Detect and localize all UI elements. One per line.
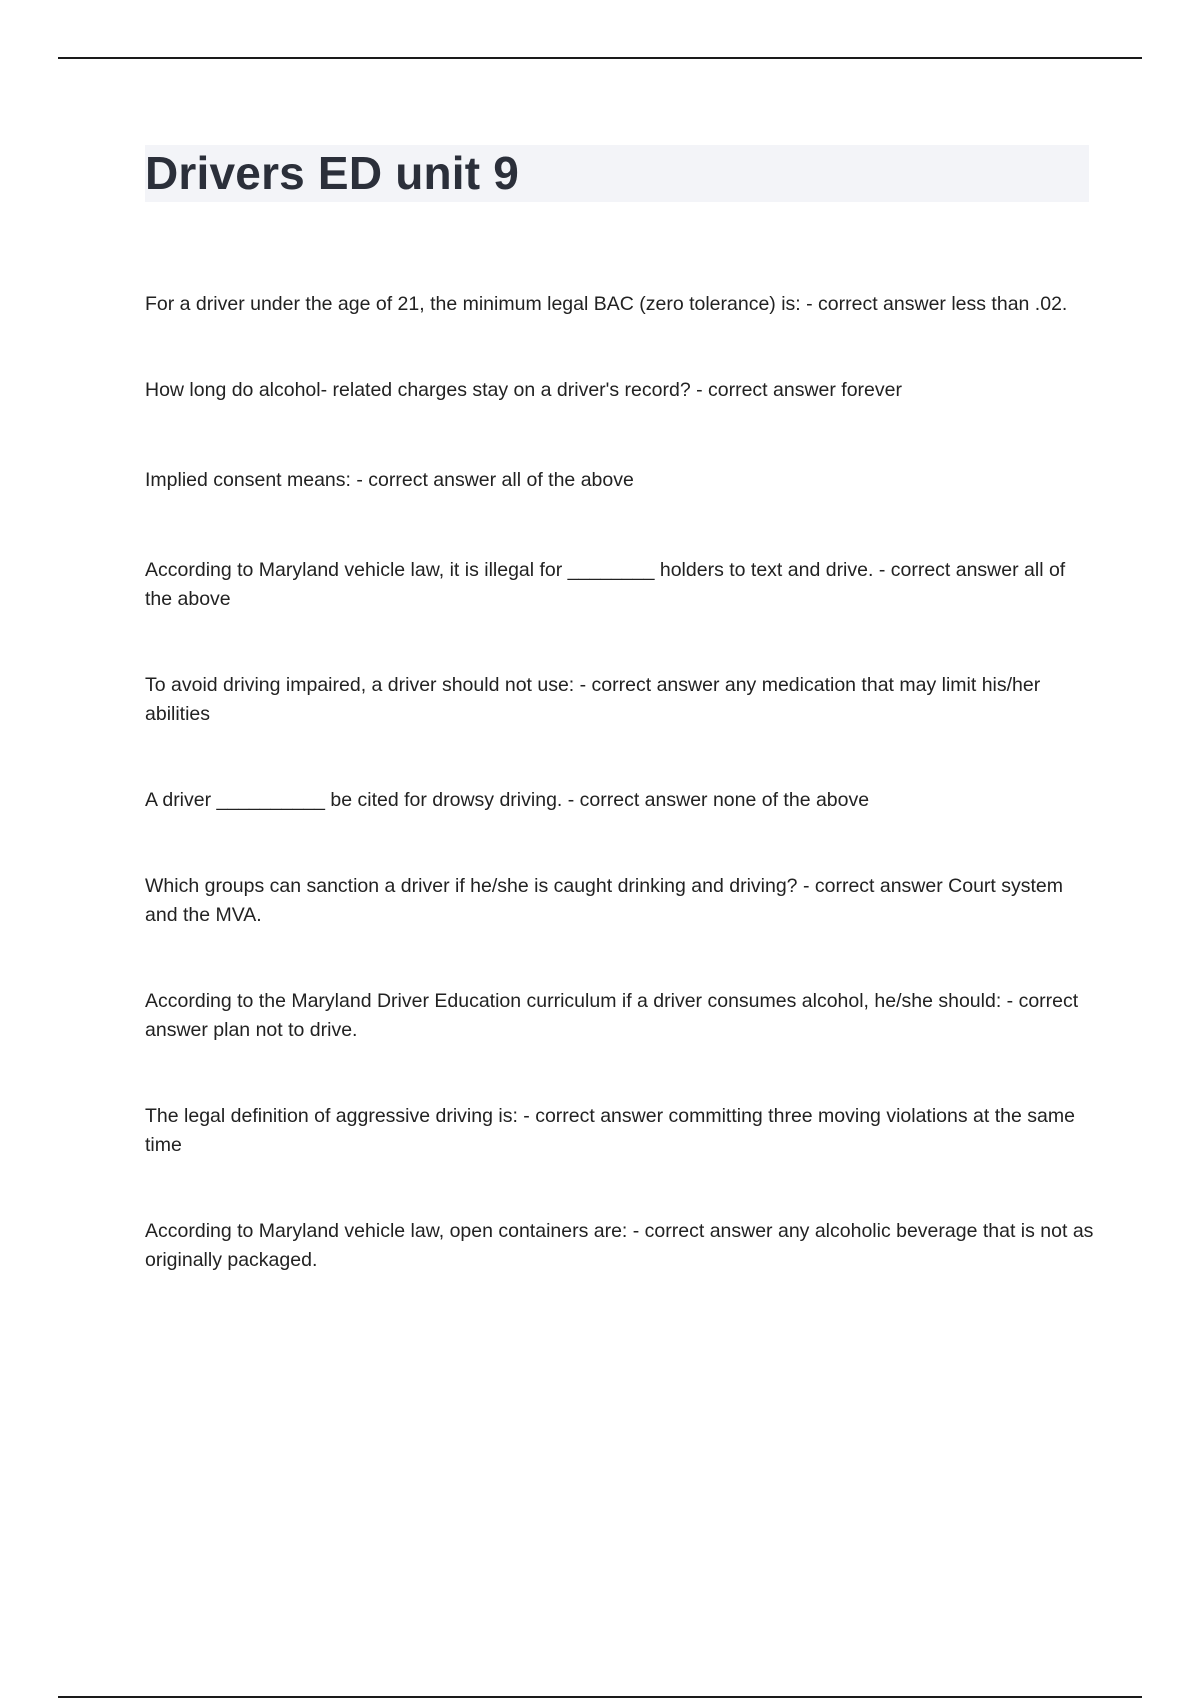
qa-item: According to Maryland vehicle law, open containers are: - correct answer any alcoholic beverage that is not as originally packaged. — [145, 1220, 1094, 1271]
qa-item: To avoid driving impaired, a driver should not use: - correct answer any medication that may limit his/her abilities — [145, 674, 1041, 725]
qa-item: The legal definition of aggressive driving is: - correct answer committing three moving violations at the same time — [145, 1105, 1075, 1156]
qa-item: Which groups can sanction a driver if he/she is caught drinking and driving? - correct answer Court system and the MVA. — [145, 875, 1064, 926]
qa-item: How long do alcohol- related charges stay on a driver's record? - correct answer forever — [145, 379, 902, 401]
qa-item: According to Maryland vehicle law, it is illegal for ________ holders to text and drive. - correct answer all of the above — [145, 559, 1066, 610]
qa-item: For a driver under the age of 21, the minimum legal BAC (zero tolerance) is: - correct answer less than .02. — [145, 293, 1068, 315]
bottom-rule — [58, 1696, 1142, 1698]
qa-item: According to the Maryland Driver Education curriculum if a driver consumes alcohol, he/she should: - correct answer plan not to drive. — [145, 990, 1079, 1041]
document-title: Drivers ED unit 9 — [145, 147, 520, 199]
qa-item: A driver __________ be cited for drowsy driving. - correct answer none of the above — [145, 789, 870, 811]
qa-item: Implied consent means: - correct answer all of the above — [145, 469, 634, 491]
question-answer-list — [145, 290, 1095, 1332]
top-rule — [58, 57, 1142, 59]
